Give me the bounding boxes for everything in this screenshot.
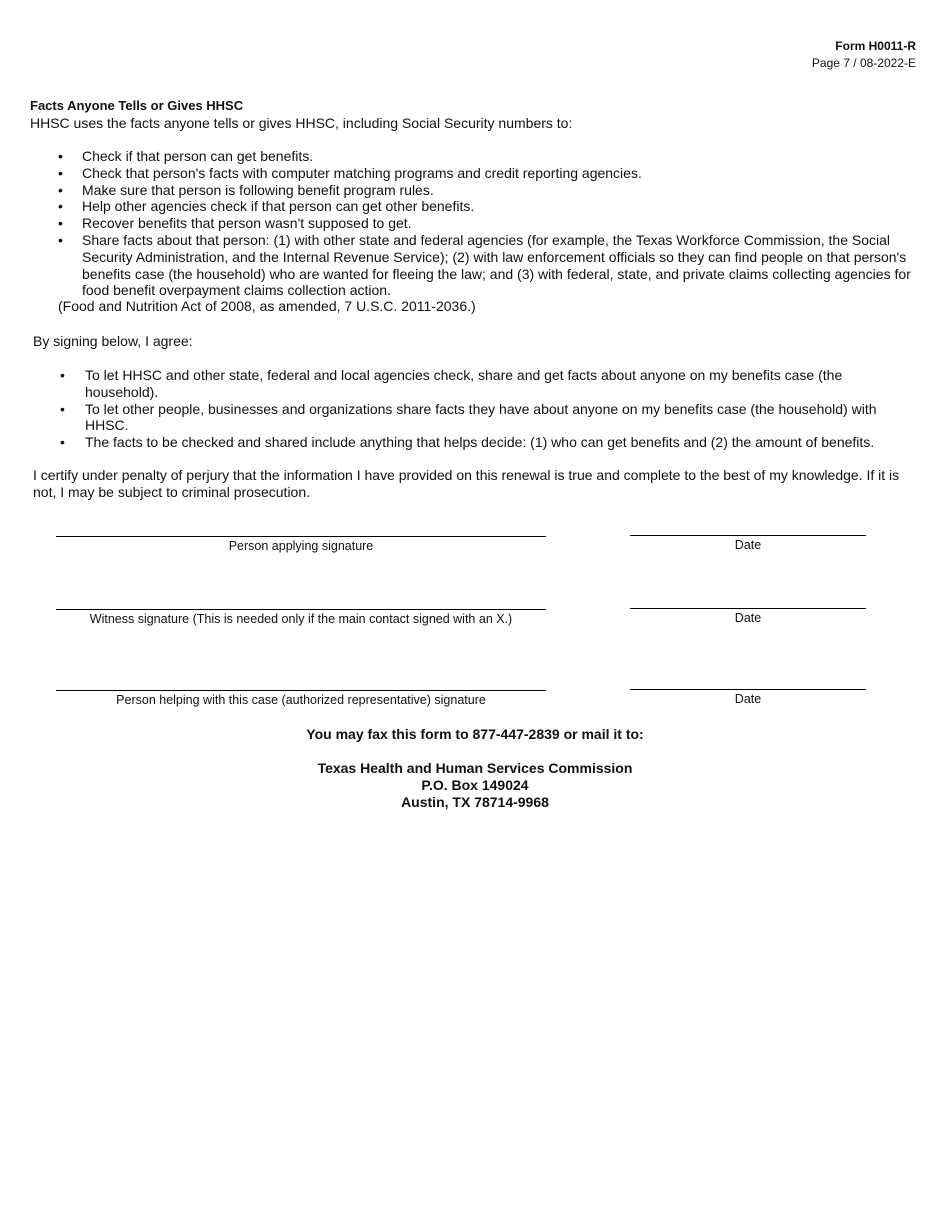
list-item-text: To let other people, businesses and organizations share facts they have about anyone on my benefits case (the household) with HHSC. [85, 400, 877, 434]
bullet: • [60, 400, 65, 417]
list-item [58, 215, 914, 232]
bullet: • [58, 164, 63, 181]
list-item-text: Recover benefits that person wasn't supposed to get. [82, 215, 412, 232]
list-item [60, 367, 893, 401]
agreement-list [60, 367, 893, 451]
bullet: • [60, 367, 65, 383]
applicant-date-line[interactable] [630, 535, 866, 536]
bullet: • [58, 181, 63, 198]
list-item [58, 164, 914, 182]
page-info: Page 7 / 08-2022-E [811, 56, 916, 70]
representative-signature-label: Person helping with this case (authorized representative) signature [116, 693, 486, 707]
list-item [60, 434, 893, 451]
list-item-text: Share facts about that person: (1) with other state and federal agencies (for example, the Texas Workforce Commission, the Social Security Administration, and the Internal Revenue Service); (2) with law enforcement officials so they can find people on that person's benefits case (the household) who are wanted for fleeing the law; and (3) with federal, state, and private claims collecting agencies for food benefit overpayment claims collection action. [82, 231, 911, 299]
bullet: • [58, 231, 63, 248]
list-item [58, 231, 914, 299]
list-item-text: Check if that person can get benefits. [82, 148, 314, 164]
fax-instructions: You may fax this form to 877-447-2839 or mail it to: [306, 726, 644, 742]
list-item [58, 181, 914, 199]
applicant-date-label: Date [734, 538, 762, 552]
representative-date-line[interactable] [630, 689, 866, 690]
list-item-text: To let HHSC and other state, federal and local agencies check, share and get facts about anyone on my benefits case (the household). [85, 367, 843, 400]
bullet: • [58, 148, 63, 164]
agreement-intro: By signing below, I agree: [33, 333, 193, 349]
witness-date-line[interactable] [630, 608, 866, 609]
mailing-address [0, 760, 950, 811]
list-item [58, 198, 914, 215]
form-number: Form H0011-R [835, 39, 916, 53]
witness-signature-label: Witness signature (This is needed only if the main contact signed with an X.) [89, 612, 513, 626]
witness-signature-line[interactable] [56, 609, 546, 610]
representative-date-label: Date [734, 692, 762, 706]
section-title: Facts Anyone Tells or Gives HHSC [30, 98, 244, 113]
list-item [60, 400, 893, 435]
certification-statement: I certify under penalty of perjury that the information I have provided on this renewal is true and complete to the best of my knowledge. If it is not, I may be subject to criminal prosecution. [33, 467, 900, 500]
address-org: Texas Health and Human Services Commission [317, 760, 633, 776]
statute-citation: (Food and Nutrition Act of 2008, as amended, 7 U.S.C. 2011-2036.) [58, 298, 476, 314]
bullet: • [58, 198, 63, 215]
section-intro: HHSC uses the facts anyone tells or gives HHSC, including Social Security numbers to: [30, 115, 573, 131]
list-item-text: Check that person's facts with computer matching programs and credit reporting agencies. [82, 164, 642, 181]
list-item-text: Help other agencies check if that person can get other benefits. [82, 198, 475, 215]
list-item-text: Make sure that person is following benefit program rules. [82, 181, 434, 198]
applicant-signature-label: Person applying signature [228, 539, 374, 553]
list-item-text: The facts to be checked and shared include anything that helps decide: (1) who can get benefits and (2) the amount of benefits. [85, 434, 875, 451]
address-city: Austin, TX 78714-9968 [401, 794, 549, 810]
bullet: • [60, 434, 65, 451]
witness-date-label: Date [734, 611, 762, 625]
applicant-signature-line[interactable] [56, 536, 546, 537]
uses-list [58, 148, 914, 299]
address-po-box: P.O. Box 149024 [421, 777, 529, 793]
list-item [58, 148, 914, 165]
representative-signature-line[interactable] [56, 690, 546, 691]
bullet: • [58, 215, 63, 232]
